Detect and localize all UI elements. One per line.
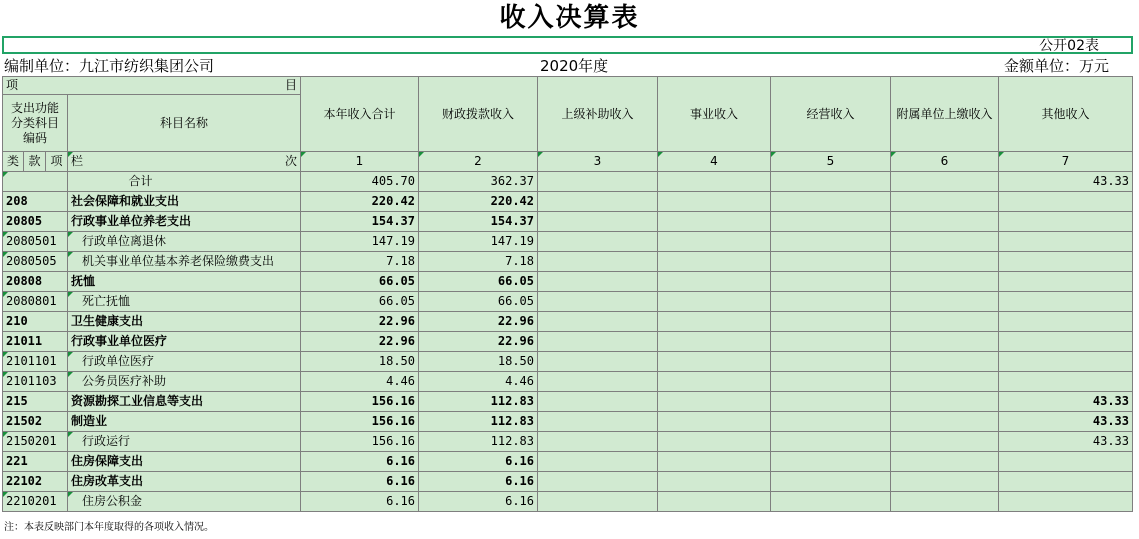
header-row-4 [3, 152, 1133, 172]
income-table [2, 76, 1133, 512]
value-cell[interactable]: 362.37 [419, 172, 538, 192]
col-number[interactable]: 1 [301, 152, 419, 172]
value-cell[interactable] [891, 312, 999, 332]
col-header-superior[interactable]: 上级补助收入 [538, 77, 658, 152]
value-cell[interactable]: 18.50 [301, 352, 419, 372]
subject-name-cell[interactable]: 卫生健康支出 [68, 312, 301, 332]
value-cell[interactable] [771, 412, 891, 432]
value-cell[interactable] [891, 172, 999, 192]
subject-name-header[interactable]: 科目名称 [68, 95, 301, 152]
subject-code-cell[interactable]: 21011 [3, 332, 68, 352]
col-header-fiscal[interactable]: 财政拨款收入 [419, 77, 538, 152]
subject-name-cell[interactable]: 公务员医疗补助 [68, 372, 301, 392]
subject-name-cell[interactable]: 行政事业单位医疗 [68, 332, 301, 352]
value-cell[interactable]: 22.96 [419, 312, 538, 332]
subject-name-cell[interactable]: 住房保障支出 [68, 452, 301, 472]
value-cell[interactable]: 156.16 [301, 432, 419, 452]
value-cell[interactable] [771, 192, 891, 212]
subject-name-cell[interactable]: 死亡抚恤 [68, 292, 301, 312]
subject-code-cell[interactable]: 2080501 [3, 232, 68, 252]
value-cell[interactable] [999, 492, 1133, 512]
header-row-1 [3, 77, 1133, 95]
table-row [3, 252, 1133, 272]
subject-name-cell[interactable]: 行政单位离退休 [68, 232, 301, 252]
value-cell[interactable]: 6.16 [419, 452, 538, 472]
table-row [3, 272, 1133, 292]
value-cell[interactable] [658, 252, 771, 272]
value-cell[interactable] [771, 332, 891, 352]
money-unit: 金额单位：万元 [1003, 57, 1109, 75]
value-cell[interactable] [999, 212, 1133, 232]
fiscal-year: 2020年度 [540, 57, 609, 75]
value-cell[interactable] [538, 372, 658, 392]
value-cell[interactable]: 22.96 [301, 312, 419, 332]
value-cell[interactable] [999, 352, 1133, 372]
value-cell[interactable] [999, 372, 1133, 392]
value-cell[interactable] [771, 452, 891, 472]
value-cell[interactable] [538, 212, 658, 232]
value-cell[interactable]: 7.18 [419, 252, 538, 272]
subject-code-cell[interactable]: 2101101 [3, 352, 68, 372]
col-header-total[interactable]: 本年收入合计 [301, 77, 419, 152]
value-cell[interactable] [538, 332, 658, 352]
total-row [3, 172, 1133, 192]
value-cell[interactable] [891, 272, 999, 292]
value-cell[interactable]: 4.46 [419, 372, 538, 392]
value-cell[interactable] [891, 212, 999, 232]
xiang-header[interactable]: 项 [46, 152, 68, 172]
subject-name-cell[interactable]: 机关事业单位基本养老保险缴费支出 [68, 252, 301, 272]
value-cell[interactable] [538, 472, 658, 492]
table-row [3, 492, 1133, 512]
subject-code-cell[interactable]: 208 [3, 192, 68, 212]
value-cell[interactable]: 4.46 [301, 372, 419, 392]
lan-label: 栏 [71, 154, 84, 168]
value-cell[interactable] [999, 192, 1133, 212]
value-cell[interactable]: 43.33 [999, 432, 1133, 452]
value-cell[interactable]: 66.05 [419, 272, 538, 292]
ci-label: 次 [284, 154, 297, 168]
subject-name-cell[interactable]: 制造业 [68, 412, 301, 432]
value-cell[interactable] [538, 232, 658, 252]
table-row [3, 452, 1133, 472]
table-row [3, 372, 1133, 392]
value-cell[interactable] [999, 312, 1133, 332]
value-cell[interactable] [658, 212, 771, 232]
col-number[interactable]: 7 [999, 152, 1133, 172]
value-cell[interactable]: 18.50 [419, 352, 538, 372]
value-cell[interactable] [658, 392, 771, 412]
value-cell[interactable] [891, 392, 999, 412]
value-cell[interactable] [771, 492, 891, 512]
value-cell[interactable] [999, 292, 1133, 312]
value-cell[interactable] [891, 352, 999, 372]
value-cell[interactable]: 43.33 [999, 172, 1133, 192]
value-cell[interactable] [891, 472, 999, 492]
value-cell[interactable] [891, 452, 999, 472]
table-row [3, 472, 1133, 492]
subject-code-cell[interactable]: 21502 [3, 412, 68, 432]
lan-ci-cell[interactable] [68, 152, 301, 172]
table-row [3, 352, 1133, 372]
subject-name-cell[interactable]: 社会保障和就业支出 [68, 192, 301, 212]
item-header-left: 项 [6, 78, 19, 92]
value-cell[interactable] [771, 172, 891, 192]
table-row [3, 312, 1133, 332]
col-header-other[interactable]: 其他收入 [999, 77, 1133, 152]
value-cell[interactable]: 66.05 [301, 292, 419, 312]
value-cell[interactable]: 112.83 [419, 392, 538, 412]
item-header-right: 目 [284, 78, 297, 92]
value-cell[interactable] [538, 452, 658, 472]
table-row [3, 192, 1133, 212]
col-number[interactable]: 6 [891, 152, 999, 172]
col-header-affiliated[interactable]: 附属单位上缴收入 [891, 77, 999, 152]
subject-name-cell[interactable]: 资源勘探工业信息等支出 [68, 392, 301, 412]
value-cell[interactable] [891, 232, 999, 252]
table-row [3, 292, 1133, 312]
table-note: 注：本表反映部门本年度取得的各项收入情况。 [4, 522, 214, 533]
subject-code-cell[interactable]: 2150201 [3, 432, 68, 452]
value-cell[interactable] [538, 252, 658, 272]
table-row [3, 212, 1133, 232]
value-cell[interactable] [658, 372, 771, 392]
value-cell[interactable]: 147.19 [419, 232, 538, 252]
subject-code-cell[interactable]: 215 [3, 392, 68, 412]
value-cell[interactable] [538, 312, 658, 332]
value-cell[interactable] [891, 432, 999, 452]
value-cell[interactable] [891, 332, 999, 352]
value-cell[interactable] [891, 292, 999, 312]
subject-name-cell[interactable]: 抚恤 [68, 272, 301, 292]
value-cell[interactable] [538, 412, 658, 432]
value-cell[interactable] [538, 352, 658, 372]
value-cell[interactable]: 6.16 [419, 492, 538, 512]
value-cell[interactable] [771, 252, 891, 272]
value-cell[interactable]: 66.05 [419, 292, 538, 312]
value-cell[interactable] [771, 372, 891, 392]
col-header-operating[interactable]: 经营收入 [771, 77, 891, 152]
col-number[interactable]: 3 [538, 152, 658, 172]
value-cell[interactable] [999, 472, 1133, 492]
value-cell[interactable] [538, 432, 658, 452]
table-row [3, 432, 1133, 452]
value-cell[interactable]: 112.83 [419, 412, 538, 432]
value-cell[interactable] [658, 432, 771, 452]
lei-header[interactable]: 类 [3, 152, 24, 172]
value-cell[interactable] [999, 232, 1133, 252]
value-cell[interactable] [538, 272, 658, 292]
value-cell[interactable] [891, 192, 999, 212]
value-cell[interactable]: 22.96 [301, 332, 419, 352]
value-cell[interactable] [999, 332, 1133, 352]
value-cell[interactable]: 156.16 [301, 392, 419, 412]
subject-code-cell[interactable]: 2210201 [3, 492, 68, 512]
value-cell[interactable]: 112.83 [419, 432, 538, 452]
value-cell[interactable] [999, 252, 1133, 272]
subject-code-cell[interactable]: 210 [3, 312, 68, 332]
func-code-header[interactable]: 支出功能分类科目编码 [3, 95, 68, 152]
value-cell[interactable] [771, 472, 891, 492]
value-cell[interactable]: 6.16 [419, 472, 538, 492]
compiling-unit: 编制单位：九江市纺织集团公司 [4, 57, 215, 75]
value-cell[interactable] [658, 272, 771, 292]
subject-code-cell[interactable]: 20805 [3, 212, 68, 232]
subject-name-cell[interactable]: 合计 [68, 172, 301, 192]
value-cell[interactable] [538, 392, 658, 412]
col-number[interactable]: 4 [658, 152, 771, 172]
value-cell[interactable] [658, 412, 771, 432]
value-cell[interactable]: 43.33 [999, 392, 1133, 412]
table-row [3, 412, 1133, 432]
col-number[interactable]: 2 [419, 152, 538, 172]
value-cell[interactable] [538, 192, 658, 212]
value-cell[interactable] [999, 272, 1133, 292]
value-cell[interactable] [891, 252, 999, 272]
value-cell[interactable]: 43.33 [999, 412, 1133, 432]
subject-code-cell[interactable]: 2080801 [3, 292, 68, 312]
value-cell[interactable]: 6.16 [301, 472, 419, 492]
value-cell[interactable]: 156.16 [301, 412, 419, 432]
subject-code-cell[interactable]: 22102 [3, 472, 68, 492]
value-cell[interactable] [658, 192, 771, 212]
value-cell[interactable] [658, 492, 771, 512]
value-cell[interactable] [538, 492, 658, 512]
table-body [3, 172, 1133, 512]
subject-name-cell[interactable]: 行政运行 [68, 432, 301, 452]
value-cell[interactable] [771, 432, 891, 452]
subject-name-cell[interactable]: 住房公积金 [68, 492, 301, 512]
value-cell[interactable]: 6.16 [301, 452, 419, 472]
value-cell[interactable]: 66.05 [301, 272, 419, 292]
value-cell[interactable] [771, 352, 891, 372]
kuan-header[interactable]: 款 [24, 152, 46, 172]
value-cell[interactable] [658, 332, 771, 352]
subject-name-cell[interactable]: 行政事业单位养老支出 [68, 212, 301, 232]
value-cell[interactable] [999, 452, 1133, 472]
value-cell[interactable] [658, 172, 771, 192]
value-cell[interactable]: 22.96 [419, 332, 538, 352]
col-number[interactable]: 5 [771, 152, 891, 172]
value-cell[interactable] [658, 452, 771, 472]
value-cell[interactable]: 220.42 [419, 192, 538, 212]
value-cell[interactable] [771, 212, 891, 232]
value-cell[interactable]: 7.18 [301, 252, 419, 272]
selected-cell-border[interactable] [2, 36, 1133, 54]
value-cell[interactable] [891, 412, 999, 432]
value-cell[interactable] [658, 472, 771, 492]
value-cell[interactable] [771, 312, 891, 332]
value-cell[interactable]: 405.70 [301, 172, 419, 192]
value-cell[interactable]: 220.42 [301, 192, 419, 212]
item-header-cell[interactable] [3, 77, 301, 95]
subject-code-cell[interactable]: 2101103 [3, 372, 68, 392]
value-cell[interactable]: 6.16 [301, 492, 419, 512]
value-cell[interactable] [771, 272, 891, 292]
value-cell[interactable] [658, 232, 771, 252]
table-row [3, 232, 1133, 252]
value-cell[interactable] [891, 492, 999, 512]
table-code-label: 公开02表 [1039, 38, 1099, 54]
col-header-business[interactable]: 事业收入 [658, 77, 771, 152]
page-title: 收入决算表 [499, 3, 640, 33]
value-cell[interactable]: 154.37 [419, 212, 538, 232]
value-cell[interactable] [658, 292, 771, 312]
table-row [3, 392, 1133, 412]
value-cell[interactable]: 154.37 [301, 212, 419, 232]
value-cell[interactable] [658, 312, 771, 332]
value-cell[interactable] [658, 352, 771, 372]
subject-code-cell[interactable]: 20808 [3, 272, 68, 292]
subject-name-cell[interactable]: 行政单位医疗 [68, 352, 301, 372]
value-cell[interactable] [538, 172, 658, 192]
subject-code-cell[interactable]: 221 [3, 452, 68, 472]
subject-name-cell[interactable]: 住房改革支出 [68, 472, 301, 492]
value-cell[interactable] [771, 292, 891, 312]
value-cell[interactable] [538, 292, 658, 312]
subject-code-cell[interactable] [3, 172, 68, 192]
value-cell[interactable] [891, 372, 999, 392]
value-cell[interactable] [771, 392, 891, 412]
value-cell[interactable]: 147.19 [301, 232, 419, 252]
table-row [3, 332, 1133, 352]
subject-code-cell[interactable]: 2080505 [3, 252, 68, 272]
value-cell[interactable] [771, 232, 891, 252]
